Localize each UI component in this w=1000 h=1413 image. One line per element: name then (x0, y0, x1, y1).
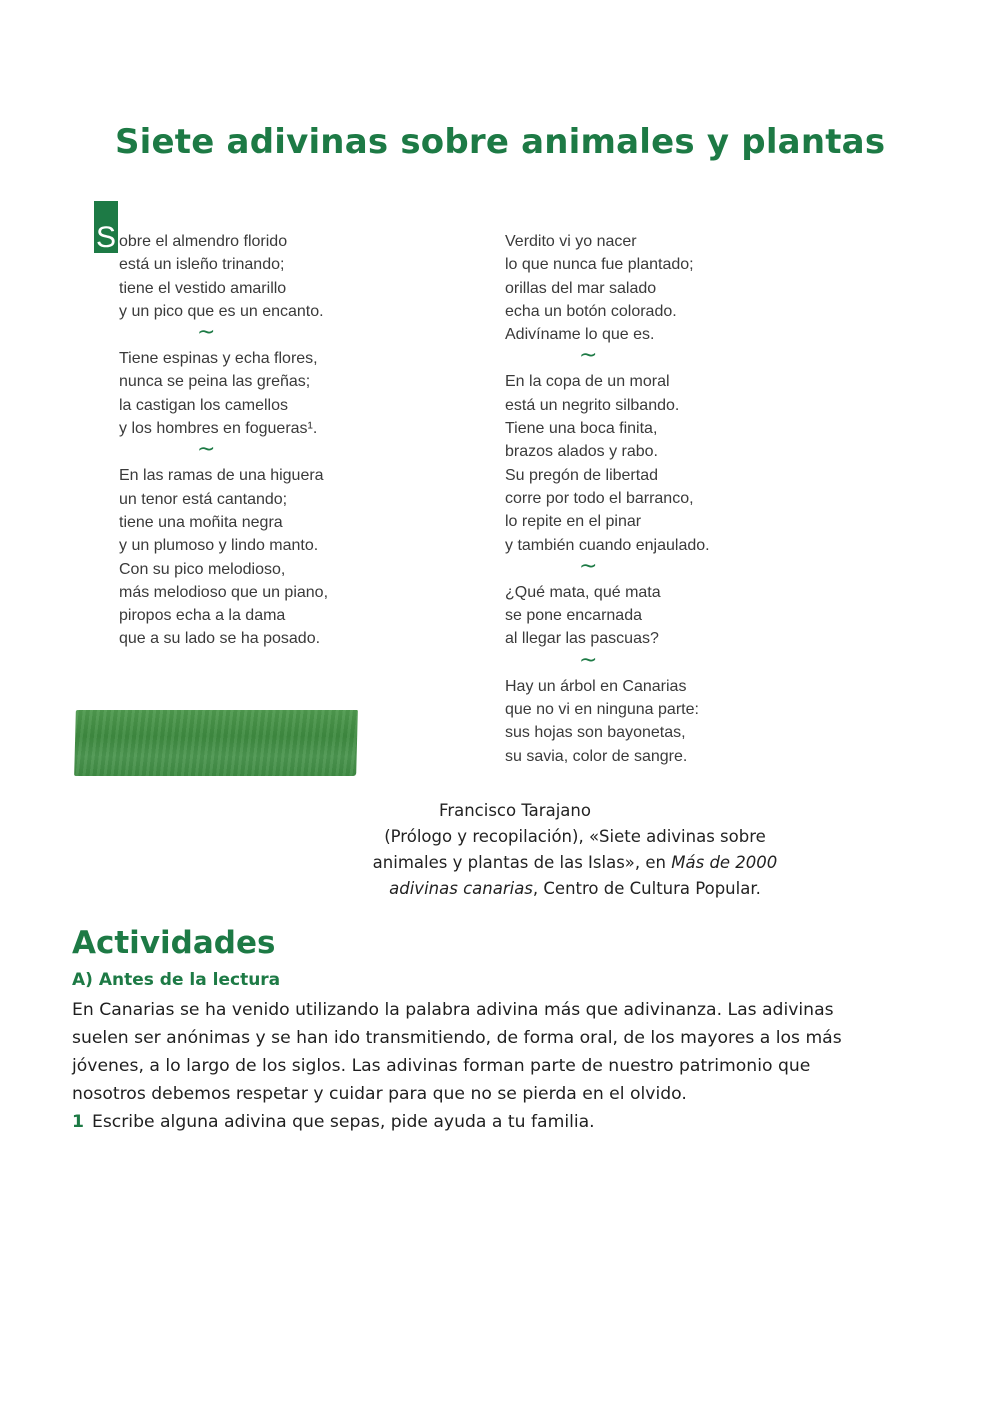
paragraph-line: En Canarias se ha venido utilizando la palabra adivina más que adivinanza. Las adivinas (72, 1000, 834, 1020)
riddle-line: sus hojas son bayonetas, (505, 724, 686, 742)
riddle-stanza (505, 675, 825, 768)
riddles-right-column (505, 230, 825, 768)
riddle-line: corre por todo el barranco, (505, 489, 694, 507)
riddle-line: En la copa de un moral (505, 373, 670, 391)
riddle-line: brazos alados y rabo. (505, 443, 658, 461)
question-1 (72, 1108, 595, 1136)
riddle-line: más melodioso que un piano, (119, 583, 329, 601)
tilde-ornament-icon: ~ (579, 553, 598, 579)
citation-line-2a: animales y plantas de las Islas», en (372, 853, 672, 872)
riddle-line: Su pregón de libertad (505, 466, 658, 484)
riddle-line: ¿Qué mata, qué mata (505, 583, 661, 601)
riddle-line: Tiene una boca finita, (505, 420, 658, 438)
riddle-line: y un plumoso y lindo manto. (119, 537, 319, 555)
citation-author: Francisco Tarajano (439, 801, 591, 820)
riddle-line: está un isleño trinando; (119, 256, 285, 274)
riddle-stanza (119, 230, 439, 323)
paragraph-line: nosotros debemos respetar y cuidar para que no se pierda en el olvido. (72, 1084, 687, 1104)
riddles-left-column (119, 230, 439, 651)
activities-heading: Actividades (72, 925, 276, 961)
riddle-line: y también cuando enjaulado. (505, 536, 710, 554)
tilde-ornament-icon: ~ (197, 437, 216, 463)
citation-line-3b: , Centro de Cultura Popular. (532, 879, 761, 898)
stanza-separator (119, 437, 439, 464)
tilde-ornament-icon: ~ (197, 320, 216, 346)
riddle-stanza (119, 347, 439, 440)
stanza-separator (505, 647, 825, 675)
citation-book-title-part-2: adivinas canarias (389, 879, 533, 898)
riddle-line: Hay un árbol en Canarias (505, 677, 687, 695)
paragraph-line: suelen ser anónimas y se han ido transmitiendo, de forma oral, de los mayores a los más (72, 1028, 842, 1048)
stanza-separator (119, 320, 439, 347)
riddle-line: Con su pico melodioso, (119, 560, 286, 578)
riddle-line: un tenor está cantando; (119, 490, 288, 508)
riddle-line: al llegar las pascuas? (505, 630, 659, 648)
riddle-line: que a su lado se ha posado. (119, 630, 321, 648)
citation-book-title-part-1: Más de 2000 (671, 853, 778, 872)
riddle-line: y los hombres en fogueras¹. (119, 420, 318, 438)
stanza-separator (505, 553, 825, 581)
citation-line-1: (Prólogo y recopilación), «Siete adivinas sobre (384, 827, 766, 846)
citation (360, 798, 790, 902)
question-text: Escribe alguna adivina que sepas, pide ayuda a tu familia. (91, 1112, 595, 1132)
tilde-ornament-icon: ~ (579, 647, 598, 673)
intro-paragraph (72, 996, 912, 1108)
stanza-separator (505, 343, 825, 370)
riddle-stanza (505, 581, 825, 651)
riddle-line: nunca se peina las greñas; (119, 373, 311, 391)
paragraph-line: jóvenes, a lo largo de los siglos. Las adivinas forman parte de nuestro patrimonio que (72, 1056, 811, 1076)
riddle-line: lo que nunca fue plantado; (505, 256, 694, 274)
riddle-line: tiene el vestido amarillo (119, 279, 287, 297)
dropcap-letter: S (95, 221, 116, 254)
tilde-ornament-icon: ~ (579, 343, 598, 369)
riddle-line: obre el almendro florido (119, 233, 288, 250)
riddle-line: lo repite en el pinar (505, 513, 642, 531)
riddle-stanza (505, 230, 825, 346)
riddle-line: que no vi en ninguna parte: (505, 701, 699, 719)
riddle-line: Verdito vi yo nacer (505, 233, 637, 250)
before-reading-subheading: A) Antes de la lectura (72, 970, 281, 990)
question-number: 1 (72, 1112, 84, 1132)
riddle-line: está un negrito silbando. (505, 396, 680, 414)
page-title: Siete adivinas sobre animales y plantas (115, 122, 886, 162)
riddle-line: orillas del mar salado (505, 279, 657, 297)
riddle-line: la castigan los camellos (119, 396, 288, 414)
riddle-line: su savia, color de sangre. (505, 747, 688, 765)
riddle-line: En las ramas de una higuera (119, 467, 324, 485)
riddle-line: echa un botón colorado. (505, 302, 677, 320)
riddle-line: Tiene espinas y echa flores, (119, 350, 318, 368)
riddle-line: se pone encarnada (505, 607, 642, 625)
riddle-line: piropos echa a la dama (119, 607, 286, 625)
dropcap-box (94, 201, 118, 253)
riddle-stanza (119, 464, 439, 650)
riddle-line: tiene una moñita negra (119, 513, 283, 531)
riddle-stanza (505, 370, 825, 556)
riddle-line: Adivíname lo que es. (505, 326, 655, 344)
green-paint-stroke-decoration (74, 710, 358, 776)
riddle-line: y un pico que es un encanto. (119, 302, 324, 320)
